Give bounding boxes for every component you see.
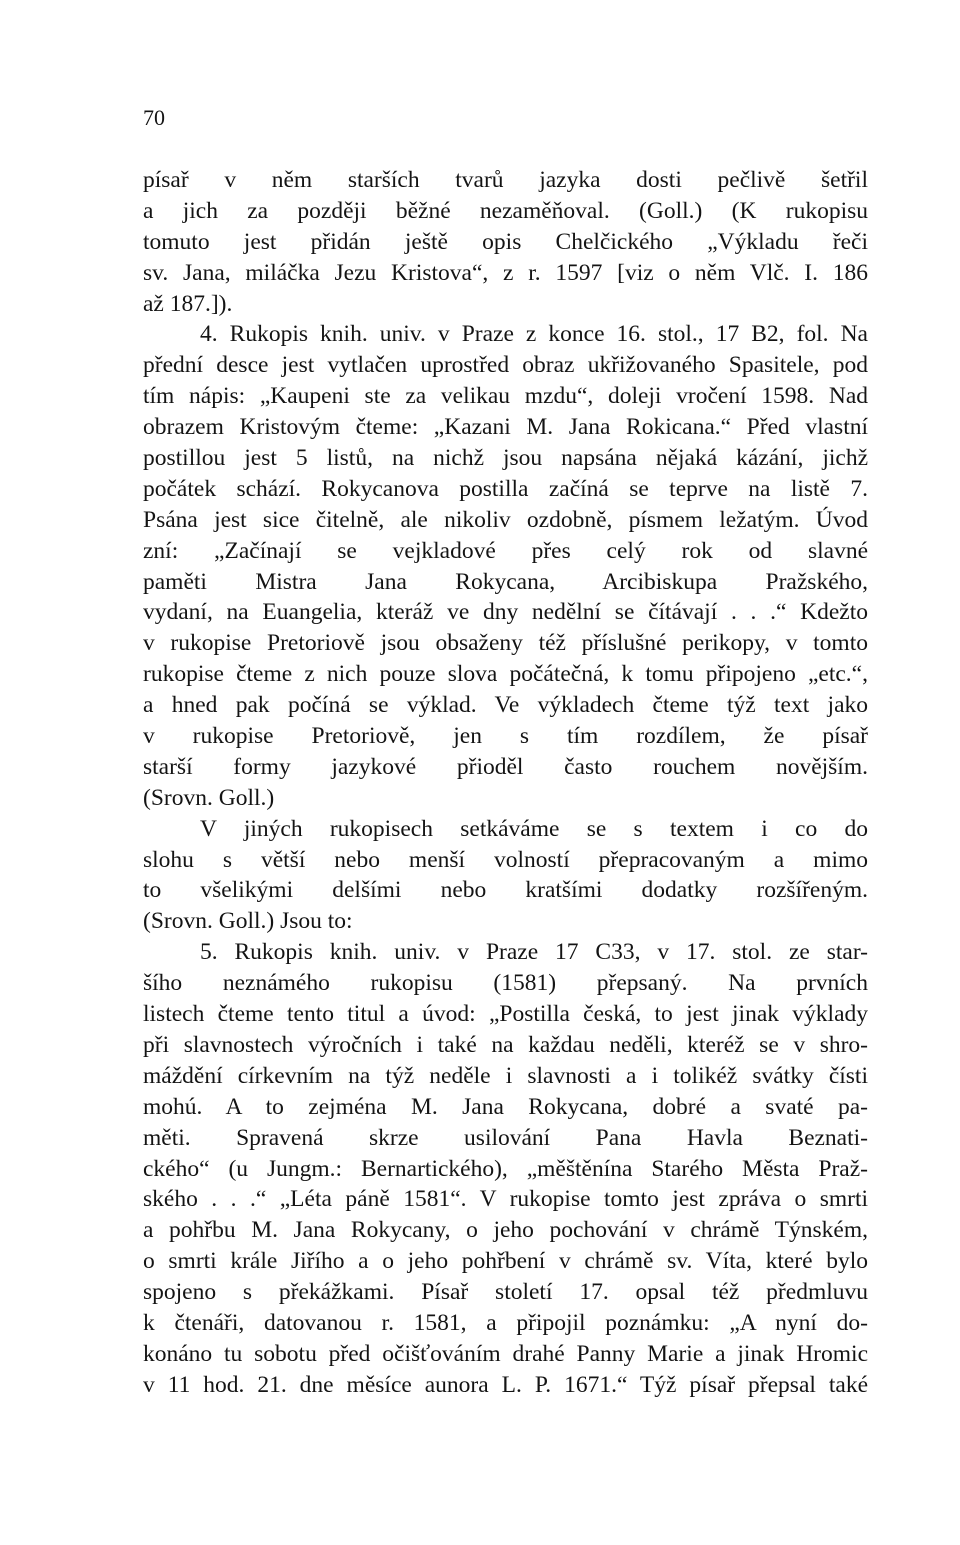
text-line: tím nápis: „Kaupeni ste za velikau mzdu“, doleji vročení 1598. Nad	[143, 383, 868, 410]
text-line: (Srovn. Goll.) Jsou to:	[143, 908, 353, 935]
text-line: listech čteme tento titul a úvod: „Postilla česká, to jest jinak výklady	[143, 1001, 868, 1028]
text-line: V jiných rukopisech setkáváme se s textem i co do	[200, 815, 868, 842]
text-line: o smrti krále Jiřího a o jeho pohřbení v chrámě sv. Víta, které bylo	[143, 1248, 868, 1275]
text-line: máždění církevním na týž neděle i slavnosti a i tolikéž svátky čísti	[143, 1062, 868, 1089]
text-line: šího neznámého rukopisu (1581) přepsaný. Na prvních	[143, 970, 868, 997]
page-number: 70	[143, 105, 165, 130]
text-line: 4. Rukopis knih. univ. v Praze z konce 16. stol., 17 B2, fol. Na	[200, 321, 868, 348]
text-line: sv. Jana, miláčka Jezu Kristova“, z r. 1597 [viz o něm Vlč. I. 186	[143, 259, 868, 286]
text-line: paměti Mistra Jana Rokycana, Arcibiskupa Pražského,	[143, 568, 868, 595]
text-line: zní: „Začínají se vejkladové přes celý rok od slavné	[143, 537, 868, 564]
text-line: (Srovn. Goll.)	[143, 784, 275, 811]
text-line: v rukopise Pretoriově jsou obsaženy též příslušné perikopy, v tomto	[143, 630, 868, 657]
text-line: tomuto jest přidán ještě opis Chelčického „Výkladu řeči	[143, 228, 868, 255]
text-line: Psána jest sice čitelně, ale nikoliv ozdobně, písmem ležatým. Úvod	[143, 506, 868, 533]
text-line: rukopise čteme z nich pouze slova počátečná, k tomu připojeno „etc.“,	[143, 661, 868, 688]
text-line: a hned pak počíná se výklad. Ve výkladech čteme týž text jako	[143, 692, 868, 719]
text-line: slohu s větší nebo menší volností přepracovaným a mimo	[143, 846, 868, 873]
text-line: v rukopise Pretoriově, jen s tím rozdílem, že písař	[143, 723, 868, 750]
text-line: vydaní, na Euangelia, kteráž ve dny nedělní se čítávají . . .“ Kdežto	[143, 599, 868, 626]
text-line: 5. Rukopis knih. univ. v Praze 17 C33, v 17. stol. ze star-	[200, 939, 868, 966]
text-line: až 187.]).	[143, 290, 233, 317]
text-line: obrazem Kristovým čteme: „Kazani M. Jana Rokicana.“ Před vlastní	[143, 414, 868, 441]
text-line: mohú. A to zejména M. Jana Rokycana, dobré a svaté pa-	[143, 1093, 868, 1120]
text-line: ského . . .“ „Léta páně 1581“. V rukopise tomto jest zpráva o smrti	[143, 1186, 868, 1213]
text-line: při slavnostech výročních i také na každau neděli, kteréž se v shro-	[143, 1031, 868, 1058]
text-line: ckého“ (u Jungm.: Bernartického), „měštěnína Starého Města Praž-	[143, 1155, 868, 1182]
text-line: přední desce jest vytlačen uprostřed obraz ukřižovaného Spasitele, pod	[143, 352, 868, 379]
text-line: konáno tu sobotu před očišťováním drahé Panny Marie a jinak Hromic	[143, 1340, 868, 1367]
text-line: počátek schází. Rokycanova postilla začíná se teprve na listě 7.	[143, 475, 868, 502]
text-line: spojeno s překážkami. Písař století 17. opsal též předmluvu	[143, 1279, 868, 1306]
text-line: a jich za později běžné nezaměňoval. (Goll.) (K rukopisu	[143, 197, 868, 224]
text-line: a pohřbu M. Jana Rokycany, o jeho pochování v chrámě Týnském,	[143, 1217, 868, 1244]
text-line: starší formy jazykové přioděl často rouchem novějším.	[143, 753, 868, 780]
text-line: písař v něm starších tvarů jazyka dosti pečlivě šetřil	[143, 167, 868, 193]
body-text	[143, 165, 868, 1401]
text-line: měti. Spravená skrze usilování Pana Havla Beznati-	[143, 1124, 868, 1151]
text-line: k čtenáři, datovanou r. 1581, a připojil poznámku: „A nyní do-	[143, 1309, 868, 1336]
text-line: v 11 hod. 21. dne měsíce aunora L. P. 1671.“ Týž písař přepsal také	[143, 1371, 868, 1398]
text-line: to všelikými delšími nebo kratšími dodatky rozšířeným.	[143, 877, 868, 904]
text-line: postillou jest 5 listů, na nichž jsou napsána nějaká kázání, jichž	[143, 445, 868, 472]
